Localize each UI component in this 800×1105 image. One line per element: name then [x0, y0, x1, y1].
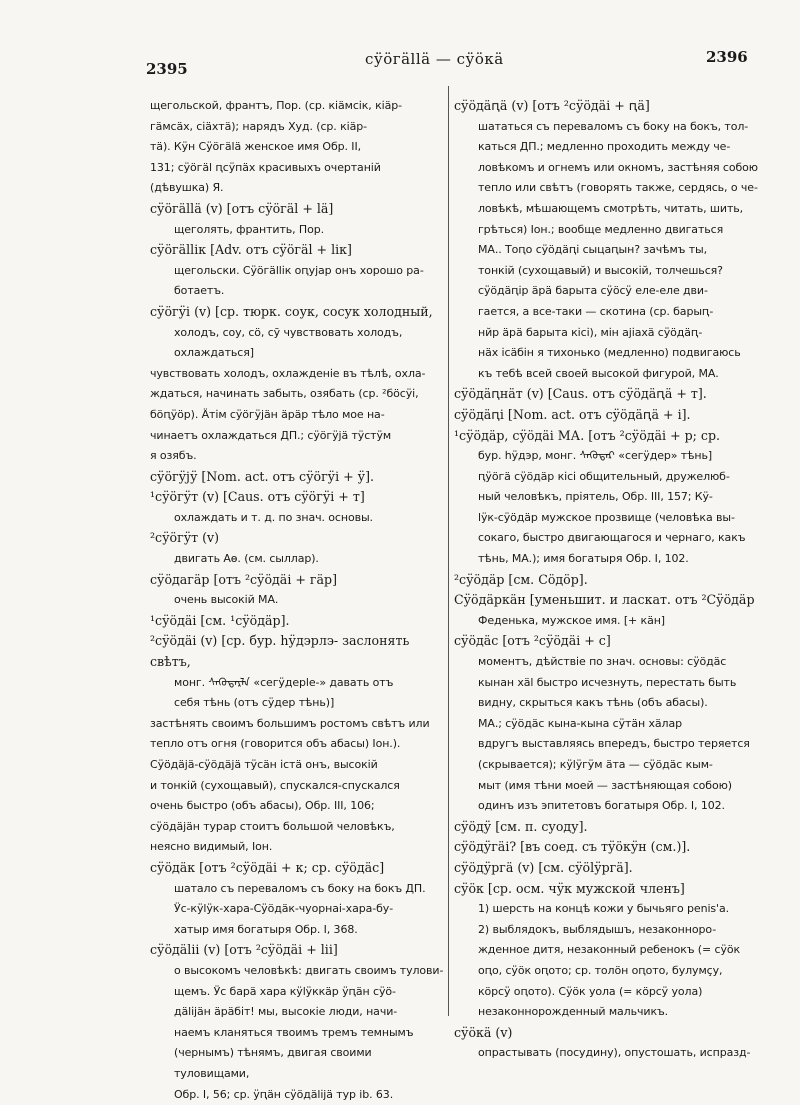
entry-text-line: ботаетъ.: [150, 281, 445, 302]
entry-text-line: мыт (имя тѣни моей — застѣняющая собою): [454, 776, 782, 797]
entry-text-line: (чернымъ) тѣнямъ, двигая своими туловищами,: [150, 1043, 445, 1084]
entry-text-line: охлаждать и т. д. по знач. основы.: [150, 508, 445, 529]
page-number-left: 2395: [146, 60, 188, 78]
entry-text-line: видну, скрыться какъ тѣнь (объ абасы).: [454, 693, 782, 714]
entry-headword-line: ²сӱӧдӓр [см. Сӧдӧр].: [454, 570, 782, 591]
entry-text-line: гӓмсӓх, сіӓхтӓ); нарядъ Худ. (ср. кіӓр-: [150, 117, 445, 138]
entry-text-line: Сӱӧдӓjӓ-сӱӧдӓjӓ тӱсӓн істӓ онъ, высокій: [150, 755, 445, 776]
entry-text-line: моментъ, дѣйствіе по знач. основы: сӱӧдӓс: [454, 652, 782, 673]
entry-text-line: о высокомъ человѣкѣ: двигать своимъ тулови-: [150, 961, 445, 982]
entry-headword-line: сӱӧгӱі (v) [ср. тюрк. соук, сосук холодный,: [150, 302, 445, 323]
entry-text-line: 2) выблядокъ, выблядышъ, незаконнорo-: [454, 920, 782, 941]
entry-text-line: вдругъ выставляясь впередъ, быстро теряется: [454, 734, 782, 755]
entry-text-line: хатыр имя богатыря Обр. I, 368.: [150, 920, 445, 941]
entry-text-line: каться ДП.; медленно проходить между че-: [454, 137, 782, 158]
entry-text-line: Ӱс-кӱlӱк-хара-Сӱӧдӓк-чуорнаі-хара-бу-: [150, 899, 445, 920]
entry-text-line: (дѣвушка) Я.: [150, 178, 445, 199]
right-column: [454, 96, 782, 1064]
entry-text-line: ловѣкѣ, мѣшающемъ смотрѣть, читать, шить,: [454, 199, 782, 220]
entry-text-line: шатало съ переваломъ съ боку на бокъ ДП.: [150, 879, 445, 900]
entry-text-line: одинъ изъ эпитетовъ богатыря Обр. I, 102.: [454, 796, 782, 817]
entry-headword-line: ¹сӱӧдӓі [см. ¹сӱӧдӓр].: [150, 611, 445, 632]
entry-headword-line: сӱӧдагӓр [отъ ²сӱӧдӓі + гӓр]: [150, 570, 445, 591]
entry-text-line: чинаетъ охлаждаться ДП.; сӱӧгӱjӓ тӱстӱм: [150, 426, 445, 447]
entry-text-line: тонкій (сухощавый) и высокій, толчешься?: [454, 261, 782, 282]
entry-headword-line: ²сӱӧдӓі (v) [ср. бур. һӱдэрлэ- заслонять свѣтъ,: [150, 631, 445, 672]
entry-text-line: шататься съ переваломъ съ боку на бокъ, тол-: [454, 117, 782, 138]
entry-headword-line: сӱӧгӱjӱ [Nom. act. отъ сӱӧгӱі + ӱ].: [150, 467, 445, 488]
running-title: сӱӧгӓllӓ — сӱӧкӓ: [365, 50, 504, 68]
page-header: [0, 48, 800, 78]
entry-text-line: жденное дитя, незаконный ребенокъ (= сӱӧк: [454, 940, 782, 961]
entry-headword-line: сӱӧдӓlіі (v) [отъ ²сӱӧдӓі + lіі]: [150, 940, 445, 961]
entry-headword-line: Сӱӧдӓркӓн [уменьшит. и ласкат. отъ ²Сӱӧдӓр: [454, 590, 782, 611]
entry-text-line: ԥӱӧгӓ сӱӧдӓр кісі общительный, дружелюб-: [454, 467, 782, 488]
entry-text-line: бӧԥӱӧр). Ӓтім сӱӧгӱjӓн ӓрӓр тѣло мое на-: [150, 405, 445, 426]
entry-text-line: грѣться) Іон.; вообще медленно двигаться: [454, 220, 782, 241]
entry-headword-line: сӱӧдӓԥнӓт (v) [Caus. отъ сӱӧдӓԥӓ + т].: [454, 384, 782, 405]
entry-text-line: застѣнять своимъ большимъ ростомъ свѣтъ или: [150, 714, 445, 735]
entry-text-line: ждаться, начинать забыть, озябать (ср. ²бӧсӱі,: [150, 384, 445, 405]
entry-text-line: очень высокій МА.: [150, 590, 445, 611]
entry-text-line: чувствовать холодъ, охлажденіе въ тѣлѣ, охла-: [150, 364, 445, 385]
entry-text-line: неясно видимый, Іон.: [150, 837, 445, 858]
entry-text-line: и тонкій (сухощавый), спускался-спускался: [150, 776, 445, 797]
entry-text-line: кӧрсӱ оԥото). Сӱӧк уола (= кӧрсӱ уола): [454, 982, 782, 1003]
entry-headword-line: сӱӧгӓllік [Adv. отъ сӱӧгӓl + lік]: [150, 240, 445, 261]
entry-text-line: щегольски. Сӱӧгӓllік оԥуjар онъ хорошо ра-: [150, 261, 445, 282]
entry-headword-line: сӱӧдӱгӓі? [въ соед. съ тӱӧкӱн (см.)].: [454, 837, 782, 858]
entry-text-line: тѣнь, МА.); имя богатыря Обр. I, 102.: [454, 549, 782, 570]
entry-text-line: сӱӧдӓjӓн турар стоитъ большой человѣкъ,: [150, 817, 445, 838]
entry-text-line: оԥо, сӱӧк оԥото; ср. толӧн оԥото, булумҫу,: [454, 961, 782, 982]
entry-text-line: ловѣкомъ и огнемъ или окномъ, застѣняя собою: [454, 158, 782, 179]
entry-text-line: двигать Аѳ. (см. сыллар).: [150, 549, 445, 570]
entry-text-line: щемъ. Ӱс барӓ хара кӱlӱккӓр ӱԥӓн сӱӧ-: [150, 982, 445, 1003]
entry-text-line: щеголять, франтить, Пор.: [150, 220, 445, 241]
entry-headword-line: сӱӧдӓк [отъ ²сӱӧдӓі + к; ср. сӱӧдӓс]: [150, 858, 445, 879]
entry-headword-line: сӱӧдӱ [см. п. суоду].: [454, 817, 782, 838]
entry-text-line: я озябъ.: [150, 446, 445, 467]
entry-text-line: 1) шерсть на концѣ кожи у бычьяго penis'а.: [454, 899, 782, 920]
entry-text-line: щегольской, франтъ, Пор. (ср. кіӓмсік, кіӓр-: [150, 96, 445, 117]
entry-text-line: ный человѣкъ, пріятель, Обр. III, 157; Кӱ-: [454, 487, 782, 508]
entry-text-line: гается, а все-таки — скотина (ср. барыԥ-: [454, 302, 782, 323]
entry-text-line: очень быстро (объ абасы), Обр. III, 106;: [150, 796, 445, 817]
left-column: [150, 96, 445, 1105]
entry-text-line: монг. ᠰᠡᠭᠦᠳᠡᠷᠯᠡ «сегӱдерlе-» давать отъ: [150, 673, 445, 694]
entry-headword-line: сӱӧкӓ (v): [454, 1023, 782, 1044]
entry-headword-line: сӱӧдӓԥі [Nom. act. отъ сӱӧдӓԥӓ + і].: [454, 405, 782, 426]
entry-text-line: сӱӧдӓԥір ӓрӓ барыта сӱӧсӱ еле-еле дви-: [454, 281, 782, 302]
entry-headword-line: сӱӧгӓllӓ (v) [отъ сӱӧгӓl + lӓ]: [150, 199, 445, 220]
entry-text-line: опрастывать (посудину), опустошать, испразд-: [454, 1043, 782, 1064]
entry-text-line: (скрывается); кӱlӱгӱм ӓта — сӱӧдӓс кым-: [454, 755, 782, 776]
entry-text-line: бур. һӱдэр, монг. ᠰᠡᠭᠦᠳᠡᠷ «сегӱдер» тѣнь]: [454, 446, 782, 467]
entry-text-line: себя тѣнь (отъ сӱдер тѣнь)]: [150, 693, 445, 714]
entry-text-line: къ тебѣ всей своей высокой фигурой, МА.: [454, 364, 782, 385]
entry-text-line: незаконнорожденный мальчикъ.: [454, 1002, 782, 1023]
entry-text-line: тепло отъ огня (говорится объ абасы) Іон.).: [150, 734, 445, 755]
column-divider: [448, 86, 449, 1016]
entry-text-line: тепло или свѣтъ (говорять также, сердясь, о че-: [454, 178, 782, 199]
entry-text-line: Обр. I, 56; ср. ӱԥӓн сӱӧдӓlіjӓ тур ib. 63.: [150, 1085, 445, 1105]
entry-headword-line: ²сӱӧгӱт (v): [150, 528, 445, 549]
entry-text-line: тӓ). Кӱн Сӱӧгӓlӓ женское имя Обр. II,: [150, 137, 445, 158]
entry-text-line: 131; сӱӧгӓl ԥсӱпӓх красивыхъ очертаній: [150, 158, 445, 179]
page-number-right: 2396: [706, 48, 748, 66]
entry-headword-line: сӱӧк [ср. осм. чӱк мужской членъ]: [454, 879, 782, 900]
entry-text-line: МА.; сӱӧдӓс кына-кына сӱтӓн хӓлар: [454, 714, 782, 735]
entry-text-line: кынан хӓl быстро исчезнуть, перестать быть: [454, 673, 782, 694]
entry-text-line: нйр ӓрӓ барыта кісі), мін аjіахӓ сӱӧдӓԥ-: [454, 323, 782, 344]
entry-text-line: охлаждаться]: [150, 343, 445, 364]
entry-headword-line: сӱӧдӱргӓ (v) [см. сӱӧlӱргӓ].: [454, 858, 782, 879]
entry-text-line: дӓlіjӓн ӓрӓбіт! мы, высокіе люди, начи-: [150, 1002, 445, 1023]
entry-text-line: холодъ, соу, сӧ, сӯ чувствовать холодъ,: [150, 323, 445, 344]
entry-text-line: lӱк-сӱӧдӓр мужское прозвище (человѣка вы-: [454, 508, 782, 529]
entry-text-line: наемъ кланяться твоимъ тремъ темнымъ: [150, 1023, 445, 1044]
entry-text-line: МА.. Тоԥо сӱӧдӓԥі сыцаԥын? зачѣмъ ты,: [454, 240, 782, 261]
entry-headword-line: ¹сӱӧгӱт (v) [Caus. отъ сӱӧгӱі + т]: [150, 487, 445, 508]
entry-headword-line: сӱӧдӓԥӓ (v) [отъ ²сӱӧдӓі + ԥӓ]: [454, 96, 782, 117]
entry-text-line: Феденька, мужское имя. [+ кӓн]: [454, 611, 782, 632]
entry-text-line: сокаго, быстро двигающагося и чернаго, какъ: [454, 528, 782, 549]
entry-headword-line: ¹сӱӧдӓр, сӱӧдӓі МА. [отъ ²сӱӧдӓі + р; ср.: [454, 426, 782, 447]
entry-text-line: нӓх ісӓбін я тихонько (медленно) подвигаюсь: [454, 343, 782, 364]
entry-headword-line: сӱӧдӓс [отъ ²сӱӧдӓі + с]: [454, 631, 782, 652]
